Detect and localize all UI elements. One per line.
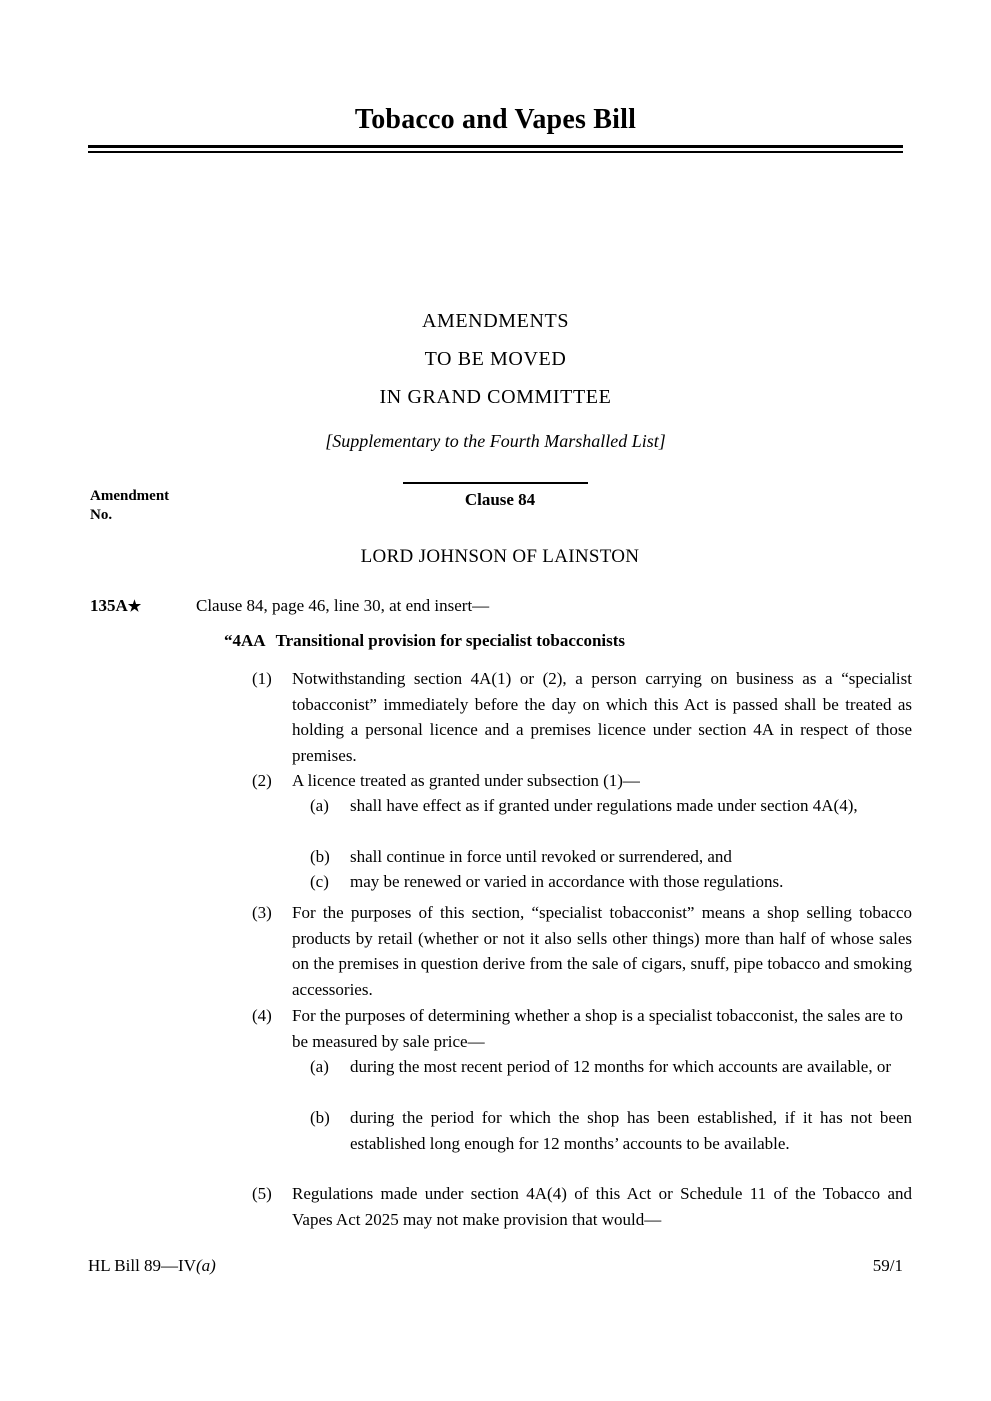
subsection-4-item-a-text: during the most recent period of 12 months for which accounts are available, or bbox=[350, 1057, 891, 1076]
subsection-4-item-a-marker: (a) bbox=[310, 1057, 329, 1076]
subsection-4-item-a bbox=[310, 1054, 912, 1080]
subsection-4-item-b bbox=[310, 1105, 912, 1156]
inserted-section-title: Transitional provision for specialist tobacconists bbox=[275, 631, 626, 650]
subsection-2-item-c-marker: (c) bbox=[310, 872, 329, 891]
subsection-1-text: Notwithstanding section 4A(1) or (2), a person carrying on business as a “specialist tobacconist” immediately before the day on which this Act is passed shall be treated as holding a personal licence and a premises licence under section 4A in respect of those premises. bbox=[292, 669, 912, 765]
subsection-3-marker: (3) bbox=[252, 903, 272, 922]
subsection-4-text: For the purposes of determining whether a shop is a specialist tobacconist, the sales are to be measured by sale price— bbox=[292, 1006, 903, 1051]
heading-line-to-be-moved: TO BE MOVED bbox=[424, 348, 567, 370]
heading-line-in-grand-committee: IN GRAND COMMITTEE bbox=[379, 386, 612, 408]
subsection-2-item-a-marker: (a) bbox=[310, 796, 329, 815]
subsection-1 bbox=[252, 666, 912, 768]
subsection-2 bbox=[252, 768, 912, 794]
subsection-2-item-a-text: shall have effect as if granted under regulations made under section 4A(4), bbox=[350, 796, 858, 815]
heading-subtitle: [Supplementary to the Fourth Marshalled List] bbox=[325, 431, 666, 451]
star-icon: ★ bbox=[127, 599, 142, 615]
title-double-rule bbox=[88, 145, 903, 153]
subsection-2-item-b-marker: (b) bbox=[310, 847, 330, 866]
subsection-2-item-b-text: shall continue in force until revoked or surrendered, and bbox=[350, 847, 732, 866]
subsection-4-marker: (4) bbox=[252, 1006, 272, 1025]
subsection-2-text: A licence treated as granted under subsection (1)— bbox=[292, 771, 640, 790]
subsection-3 bbox=[252, 900, 912, 1002]
inserted-section-number: “4AA bbox=[224, 631, 266, 650]
footer-bill-reference-main: HL Bill 89—IV bbox=[88, 1256, 196, 1275]
subsection-1-marker: (1) bbox=[252, 669, 272, 688]
heading-block bbox=[88, 302, 903, 484]
subsection-3-text: For the purposes of this section, “specialist tobacconist” means a shop selling tobacco products by retail (whether or not it also sells other things) more than half of whose sales on the premises in question derive from the sale of cigars, snuff, pipe tobacco and smoking accessories. bbox=[292, 903, 912, 999]
subsection-4 bbox=[252, 1003, 912, 1054]
amendment-number-column-label bbox=[90, 487, 169, 525]
amendment-lead-in: Clause 84, page 46, line 30, at end insert— bbox=[196, 596, 490, 615]
subsection-5-marker: (5) bbox=[252, 1184, 272, 1203]
inserted-section-heading bbox=[224, 631, 625, 651]
subsection-5 bbox=[252, 1181, 912, 1232]
bill-title: Tobacco and Vapes Bill bbox=[354, 104, 637, 135]
subsection-2-item-c-text: may be renewed or varied in accordance with those regulations. bbox=[350, 872, 784, 891]
clause-heading: Clause 84 bbox=[464, 490, 536, 509]
amendment-sponsor: LORD JOHNSON OF LAINSTON bbox=[360, 546, 640, 567]
heading-line-amendments: AMENDMENTS bbox=[421, 310, 570, 332]
footer-bill-reference bbox=[88, 1256, 216, 1276]
amendment-number-text: 135A bbox=[90, 596, 128, 615]
amendment-label-line1: Amendment bbox=[90, 488, 170, 504]
footer-bill-reference-suffix: (a) bbox=[195, 1256, 216, 1275]
subsection-2-item-a bbox=[310, 793, 912, 819]
heading-divider-rule bbox=[403, 482, 588, 484]
subsection-2-item-c bbox=[310, 869, 912, 895]
subsection-5-text: Regulations made under section 4A(4) of this Act or Schedule 11 of the Tobacco and Vapes Act 2025 may not make provision that would— bbox=[292, 1184, 912, 1229]
subsection-2-marker: (2) bbox=[252, 771, 272, 790]
rule-thin bbox=[88, 151, 903, 153]
subsection-4-item-b-text: during the period for which the shop has been established, if it has not been established long enough for 12 months’ accounts to be available. bbox=[350, 1108, 912, 1153]
subsection-4-item-b-marker: (b) bbox=[310, 1108, 330, 1127]
amendment-label-line2: No. bbox=[90, 507, 113, 523]
subsection-2-item-b bbox=[310, 844, 912, 870]
amendment-number bbox=[90, 596, 141, 616]
footer-page-number: 59/1 bbox=[872, 1256, 903, 1275]
